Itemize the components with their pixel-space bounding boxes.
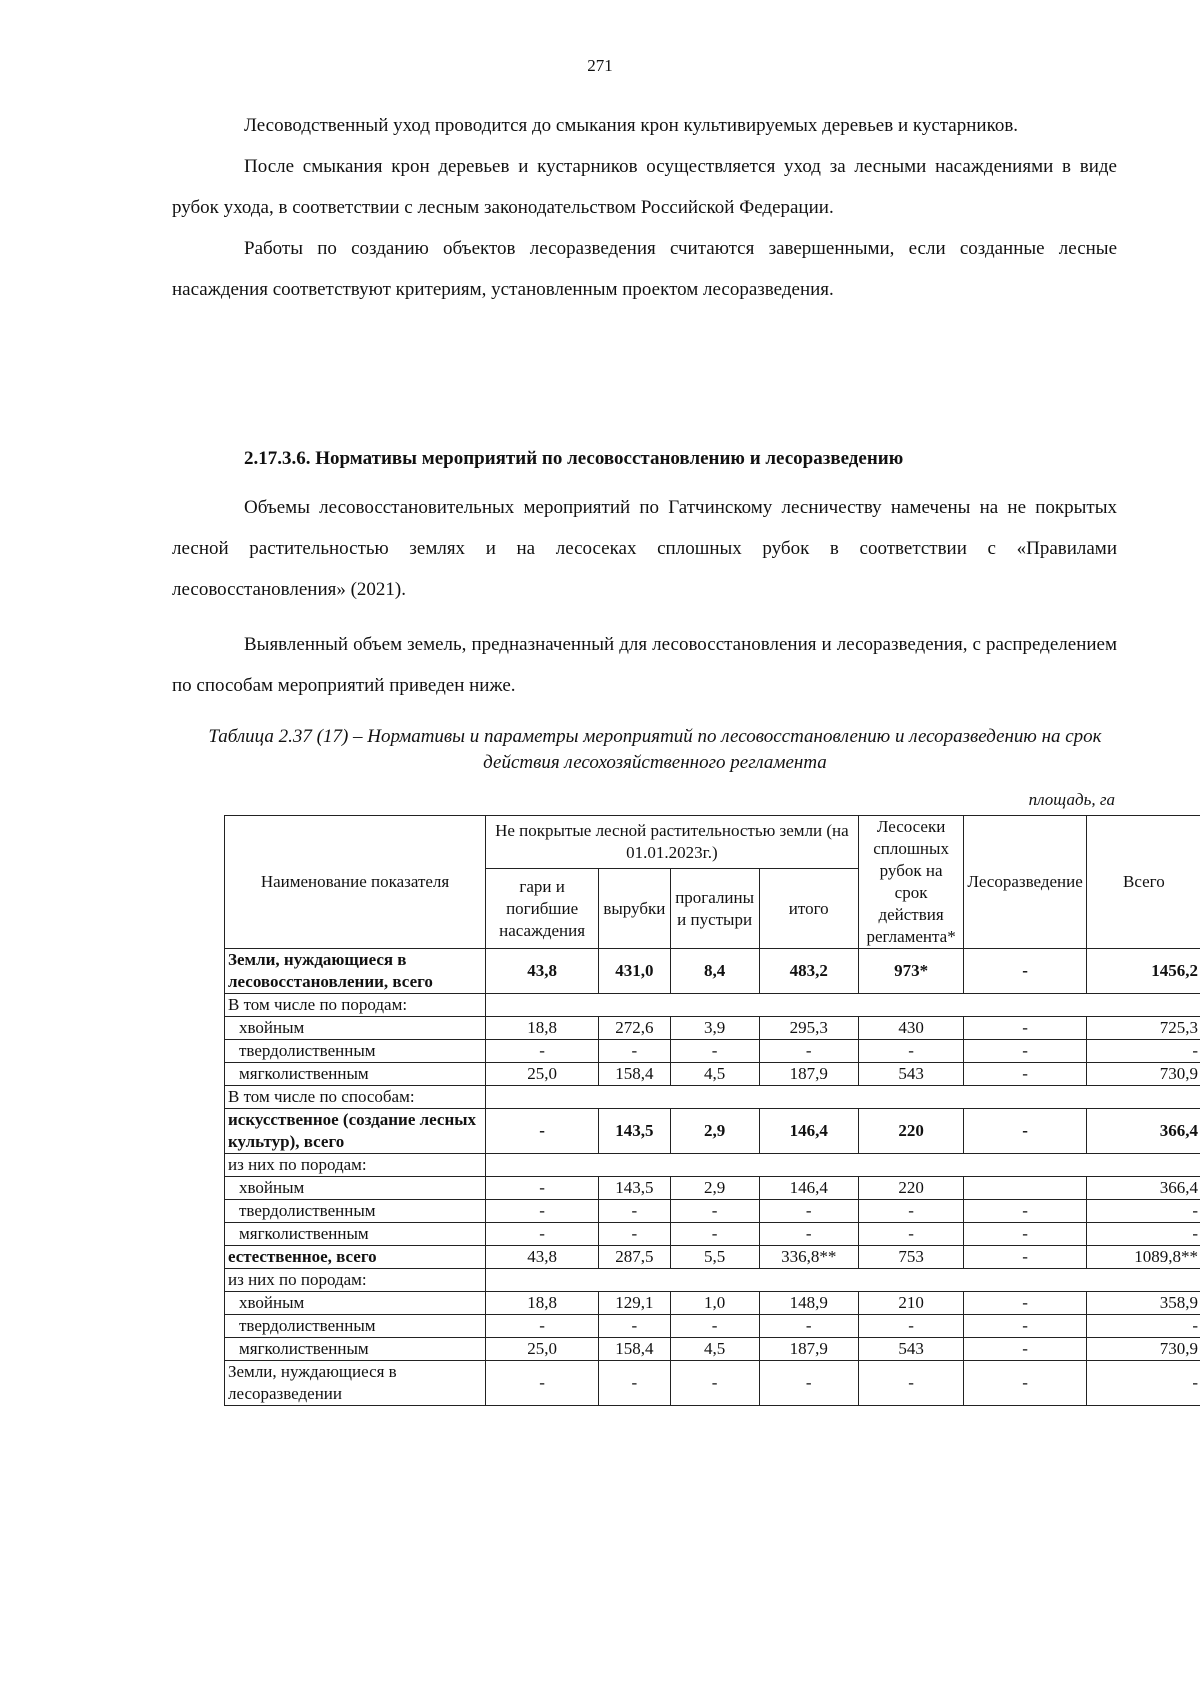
table-cell: 543 — [858, 1063, 964, 1086]
table-cell: - — [670, 1315, 759, 1338]
header-subtotal: итого — [759, 869, 858, 949]
table-cell: - — [670, 1223, 759, 1246]
table-row — [225, 1017, 1200, 1040]
empty-cell — [486, 1154, 1200, 1177]
table-cell: 18,8 — [486, 1292, 599, 1315]
paragraph: Работы по созданию объектов лесоразведения считаются завершенными, если созданные лесные насаждения соответствуют критериям, установленным проектом лесоразведения. — [172, 238, 1117, 300]
header-burnt: гари и погибшие насаждения — [486, 869, 599, 949]
empty-cell — [486, 994, 1200, 1017]
table-cell: 25,0 — [486, 1063, 599, 1086]
table-body — [225, 949, 1200, 1406]
table-cell: 272,6 — [599, 1017, 670, 1040]
table-cell: 1456,2 — [1086, 949, 1200, 994]
table-cell: 3,9 — [670, 1017, 759, 1040]
table-row — [225, 949, 1200, 994]
table-cell: 8,4 — [670, 949, 759, 994]
table-cell: - — [670, 1200, 759, 1223]
table-row — [225, 1246, 1200, 1269]
table-cell: 146,4 — [759, 1177, 858, 1200]
table-cell: 25,0 — [486, 1338, 599, 1361]
table-row — [225, 1086, 1200, 1109]
table-cell: 430 — [858, 1017, 964, 1040]
table-cell: - — [964, 949, 1086, 994]
table-cell: - — [964, 1200, 1086, 1223]
table-cell: 187,9 — [759, 1063, 858, 1086]
body-paragraphs-1 — [172, 105, 1117, 310]
table-cell — [964, 1177, 1086, 1200]
table-cell: 431,0 — [599, 949, 670, 994]
table-row — [225, 1315, 1200, 1338]
table-cell: - — [1086, 1223, 1200, 1246]
table-cell: 725,3 — [1086, 1017, 1200, 1040]
row-label: искусственное (создание лесных культур), всего — [225, 1109, 486, 1154]
table-cell: - — [670, 1361, 759, 1406]
table-cell: - — [964, 1109, 1086, 1154]
table-cell: - — [759, 1361, 858, 1406]
row-label: твердолиственным — [225, 1200, 486, 1223]
table-cell: - — [759, 1200, 858, 1223]
table-cell: 1,0 — [670, 1292, 759, 1315]
table-unit: площадь, га — [1028, 790, 1115, 809]
table-cell: 543 — [858, 1338, 964, 1361]
table-cell: - — [964, 1292, 1086, 1315]
header-name: Наименование показателя — [225, 816, 486, 949]
section-heading: 2.17.3.6. Нормативы мероприятий по лесовосстановлению и лесоразведению — [244, 448, 904, 469]
table-cell: 2,9 — [670, 1109, 759, 1154]
row-label: естественное, всего — [225, 1246, 486, 1269]
table-cell: 730,9 — [1086, 1338, 1200, 1361]
page-number: 271 — [587, 56, 613, 75]
body-paragraphs-2 — [172, 487, 1117, 610]
table-cell: - — [599, 1200, 670, 1223]
empty-cell — [486, 1086, 1200, 1109]
table-row — [225, 1223, 1200, 1246]
table-cell: - — [759, 1040, 858, 1063]
table-cell: - — [1086, 1361, 1200, 1406]
table-cell: 187,9 — [759, 1338, 858, 1361]
header-clearcuts: Лесосеки сплошных рубок на срок действия регламента* — [858, 816, 964, 949]
table-cell: - — [964, 1361, 1086, 1406]
table-cell: 287,5 — [599, 1246, 670, 1269]
table-row — [225, 1200, 1200, 1223]
paragraph: Объемы лесовосстановительных мероприятий по Гатчинскому лесничеству намечены на не покрытых лесной растительностью землях и на лесосеках сплошных рубок в соответствии с «Правилами лесовосстановления» (2021). — [172, 497, 1117, 600]
table-cell: 158,4 — [599, 1063, 670, 1086]
table-cell: - — [964, 1040, 1086, 1063]
paragraph: Выявленный объем земель, предназначенный для лесовосстановления и лесоразведения, с распределением по способам мероприятий приведен ниже. — [172, 634, 1117, 696]
table-cell: 143,5 — [599, 1109, 670, 1154]
table-cell: 148,9 — [759, 1292, 858, 1315]
row-label: мягколиственным — [225, 1338, 486, 1361]
paragraph: После смыкания крон деревьев и кустарников осуществляется уход за лесными насаждениями в виде рубок ухода, в соответствии с лесным законодательством Российской Федерации. — [172, 156, 1117, 218]
table-cell: - — [964, 1246, 1086, 1269]
table-cell: 295,3 — [759, 1017, 858, 1040]
table-cell: - — [964, 1223, 1086, 1246]
table-cell: - — [964, 1017, 1086, 1040]
table-cell: 18,8 — [486, 1017, 599, 1040]
table-cell: - — [486, 1223, 599, 1246]
row-label: мягколиственным — [225, 1223, 486, 1246]
row-label: твердолиственным — [225, 1040, 486, 1063]
table-cell: 483,2 — [759, 949, 858, 994]
table-cell: 366,4 — [1086, 1109, 1200, 1154]
table-cell: - — [964, 1315, 1086, 1338]
empty-cell — [486, 1269, 1200, 1292]
table-row — [225, 1154, 1200, 1177]
table-row — [225, 1063, 1200, 1086]
table-cell: 43,8 — [486, 1246, 599, 1269]
row-label: хвойным — [225, 1017, 486, 1040]
table-cell: - — [486, 1109, 599, 1154]
table-cell: - — [599, 1315, 670, 1338]
body-paragraphs-3 — [172, 624, 1117, 706]
table-cell: 146,4 — [759, 1109, 858, 1154]
table-cell: - — [1086, 1040, 1200, 1063]
table-cell: - — [486, 1040, 599, 1063]
row-label: Земли, нуждающиеся в лесоразведении — [225, 1361, 486, 1406]
table-cell: 366,4 — [1086, 1177, 1200, 1200]
table-cell: 129,1 — [599, 1292, 670, 1315]
table-cell: 143,5 — [599, 1177, 670, 1200]
table-cell: - — [759, 1223, 858, 1246]
header-group: Не покрытые лесной растительностью земли (на 01.01.2023г.) — [486, 816, 859, 869]
table-cell: - — [759, 1315, 858, 1338]
table-cell: - — [486, 1177, 599, 1200]
table-cell: - — [1086, 1200, 1200, 1223]
header-cuttings: вырубки — [599, 869, 670, 949]
table-cell: - — [599, 1040, 670, 1063]
table-cell: 358,9 — [1086, 1292, 1200, 1315]
table-cell: - — [858, 1315, 964, 1338]
table-cell: 336,8** — [759, 1246, 858, 1269]
row-label: из них по породам: — [225, 1269, 486, 1292]
header-glades: прогалины и пустыри — [670, 869, 759, 949]
table-cell: 753 — [858, 1246, 964, 1269]
table-row — [225, 1338, 1200, 1361]
table-cell: - — [858, 1040, 964, 1063]
table-row — [225, 1109, 1200, 1154]
table-cell: - — [599, 1223, 670, 1246]
row-label: Земли, нуждающиеся в лесовосстановлении, всего — [225, 949, 486, 994]
table-cell: - — [486, 1200, 599, 1223]
table-cell: 4,5 — [670, 1338, 759, 1361]
row-label: хвойным — [225, 1177, 486, 1200]
table-cell: - — [670, 1040, 759, 1063]
table-cell: - — [858, 1361, 964, 1406]
header-total: Всего — [1086, 816, 1200, 949]
table-cell: - — [964, 1338, 1086, 1361]
table-row — [225, 1361, 1200, 1406]
table-caption: Таблица 2.37 (17) – Нормативы и параметры мероприятий по лесовосстановлению и лесоразведению на срок действия лесохозяйственного регламента — [208, 726, 1102, 773]
table-cell: - — [1086, 1315, 1200, 1338]
table-row — [225, 1292, 1200, 1315]
row-label: В том числе по способам: — [225, 1086, 486, 1109]
table-cell: 43,8 — [486, 949, 599, 994]
table-row — [225, 1040, 1200, 1063]
table-cell: 4,5 — [670, 1063, 759, 1086]
table-cell: 220 — [858, 1109, 964, 1154]
table-cell: 1089,8** — [1086, 1246, 1200, 1269]
table-cell: 5,5 — [670, 1246, 759, 1269]
row-label: мягколиственным — [225, 1063, 486, 1086]
table-row — [225, 994, 1200, 1017]
table-cell: - — [858, 1200, 964, 1223]
table-cell: - — [486, 1315, 599, 1338]
table-cell: 973* — [858, 949, 964, 994]
header-afforestation: Лесоразведение — [964, 816, 1086, 949]
table-cell: - — [599, 1361, 670, 1406]
table-cell: - — [858, 1223, 964, 1246]
table-cell: 158,4 — [599, 1338, 670, 1361]
table-cell: - — [964, 1063, 1086, 1086]
row-label: из них по породам: — [225, 1154, 486, 1177]
table-row — [225, 1269, 1200, 1292]
data-table — [224, 815, 1200, 1406]
table-cell: 220 — [858, 1177, 964, 1200]
table-cell: 210 — [858, 1292, 964, 1315]
row-label: хвойным — [225, 1292, 486, 1315]
row-label: твердолиственным — [225, 1315, 486, 1338]
row-label: В том числе по породам: — [225, 994, 486, 1017]
table-cell: - — [486, 1361, 599, 1406]
paragraph: Лесоводственный уход проводится до смыкания крон культивируемых деревьев и кустарников. — [244, 115, 1019, 136]
table-cell: 730,9 — [1086, 1063, 1200, 1086]
table-cell: 2,9 — [670, 1177, 759, 1200]
table-row — [225, 1177, 1200, 1200]
